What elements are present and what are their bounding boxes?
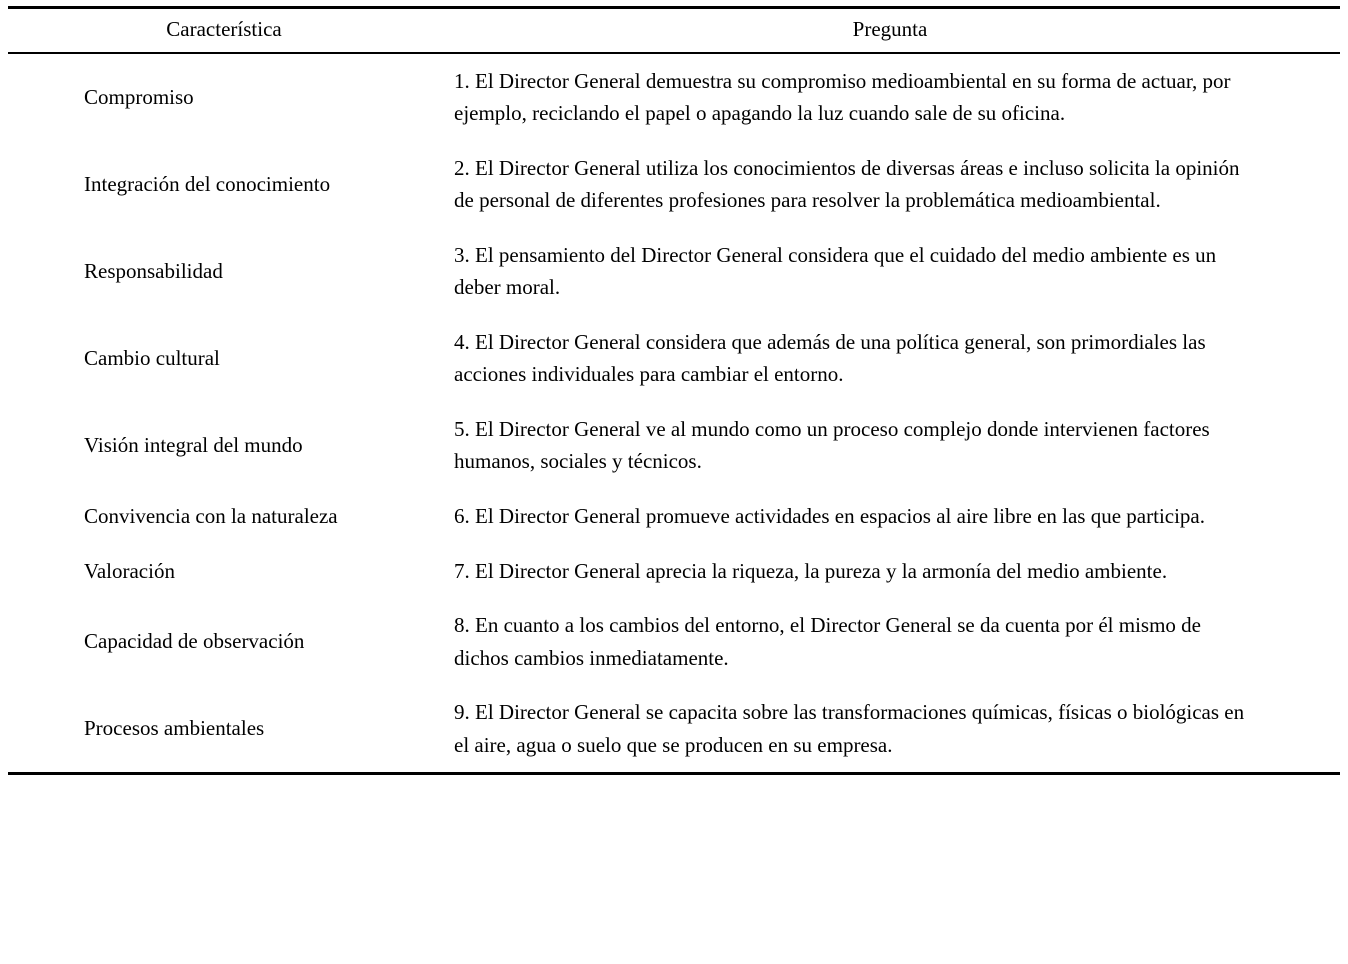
table-row <box>8 598 1340 685</box>
table-body <box>8 53 1340 774</box>
pregunta-cell: 1. El Director General demuestra su compromiso medioambiental en su forma de actuar, por ejemplo, reciclando el papel o apagando la luz cuando sale de su oficina. <box>454 68 1231 126</box>
table-row <box>8 489 1340 544</box>
table-row <box>8 141 1340 228</box>
table-row <box>8 228 1340 315</box>
caracteristica-pregunta-table <box>8 6 1340 775</box>
table-row <box>8 53 1340 141</box>
table-row <box>8 402 1340 489</box>
header-pregunta: Pregunta <box>440 8 1340 53</box>
pregunta-cell: 3. El pensamiento del Director General considera que el cuidado del medio ambiente es un deber moral. <box>454 242 1217 300</box>
caracteristica-cell: Visión integral del mundo <box>84 433 303 458</box>
pregunta-cell: 9. El Director General se capacita sobre las transformaciones químicas, físicas o biológicas en el aire, agua o suelo que se producen en su empresa. <box>454 700 1245 757</box>
pregunta-cell: 4. El Director General considera que además de una política general, son primordiales las acciones individuales para cambiar el entorno. <box>454 329 1206 387</box>
caracteristica-cell: Integración del conocimiento <box>84 171 331 196</box>
table-row <box>8 544 1340 599</box>
caracteristica-cell: Procesos ambientales <box>84 716 265 741</box>
pregunta-cell: 2. El Director General utiliza los conocimientos de diversas áreas e incluso solicita la opinión de personal de diferentes profesiones para resolver la problemática medioambiental. <box>454 155 1240 213</box>
pregunta-cell: 6. El Director General promueve actividades en espacios al aire libre en las que participa. <box>454 504 1206 529</box>
pregunta-cell: 8. En cuanto a los cambios del entorno, el Director General se da cuenta por él mismo de dichos cambios inmediatamente. <box>454 613 1201 670</box>
caracteristica-cell: Convivencia con la naturaleza <box>84 504 338 529</box>
caracteristica-cell: Capacidad de observación <box>84 629 305 654</box>
caracteristica-cell: Cambio cultural <box>84 346 220 371</box>
pregunta-cell: 7. El Director General aprecia la riqueza, la pureza y la armonía del medio ambiente. <box>454 558 1168 583</box>
table-row <box>8 685 1340 774</box>
header-row <box>8 8 1340 53</box>
table-row <box>8 315 1340 402</box>
caracteristica-cell: Compromiso <box>84 84 194 109</box>
caracteristica-cell: Responsabilidad <box>84 259 223 283</box>
header-caracteristica: Característica <box>8 8 440 53</box>
caracteristica-cell: Valoración <box>84 558 175 583</box>
pregunta-cell: 5. El Director General ve al mundo como un proceso complejo donde intervienen factores humanos, sociales y técnicos. <box>454 416 1210 474</box>
